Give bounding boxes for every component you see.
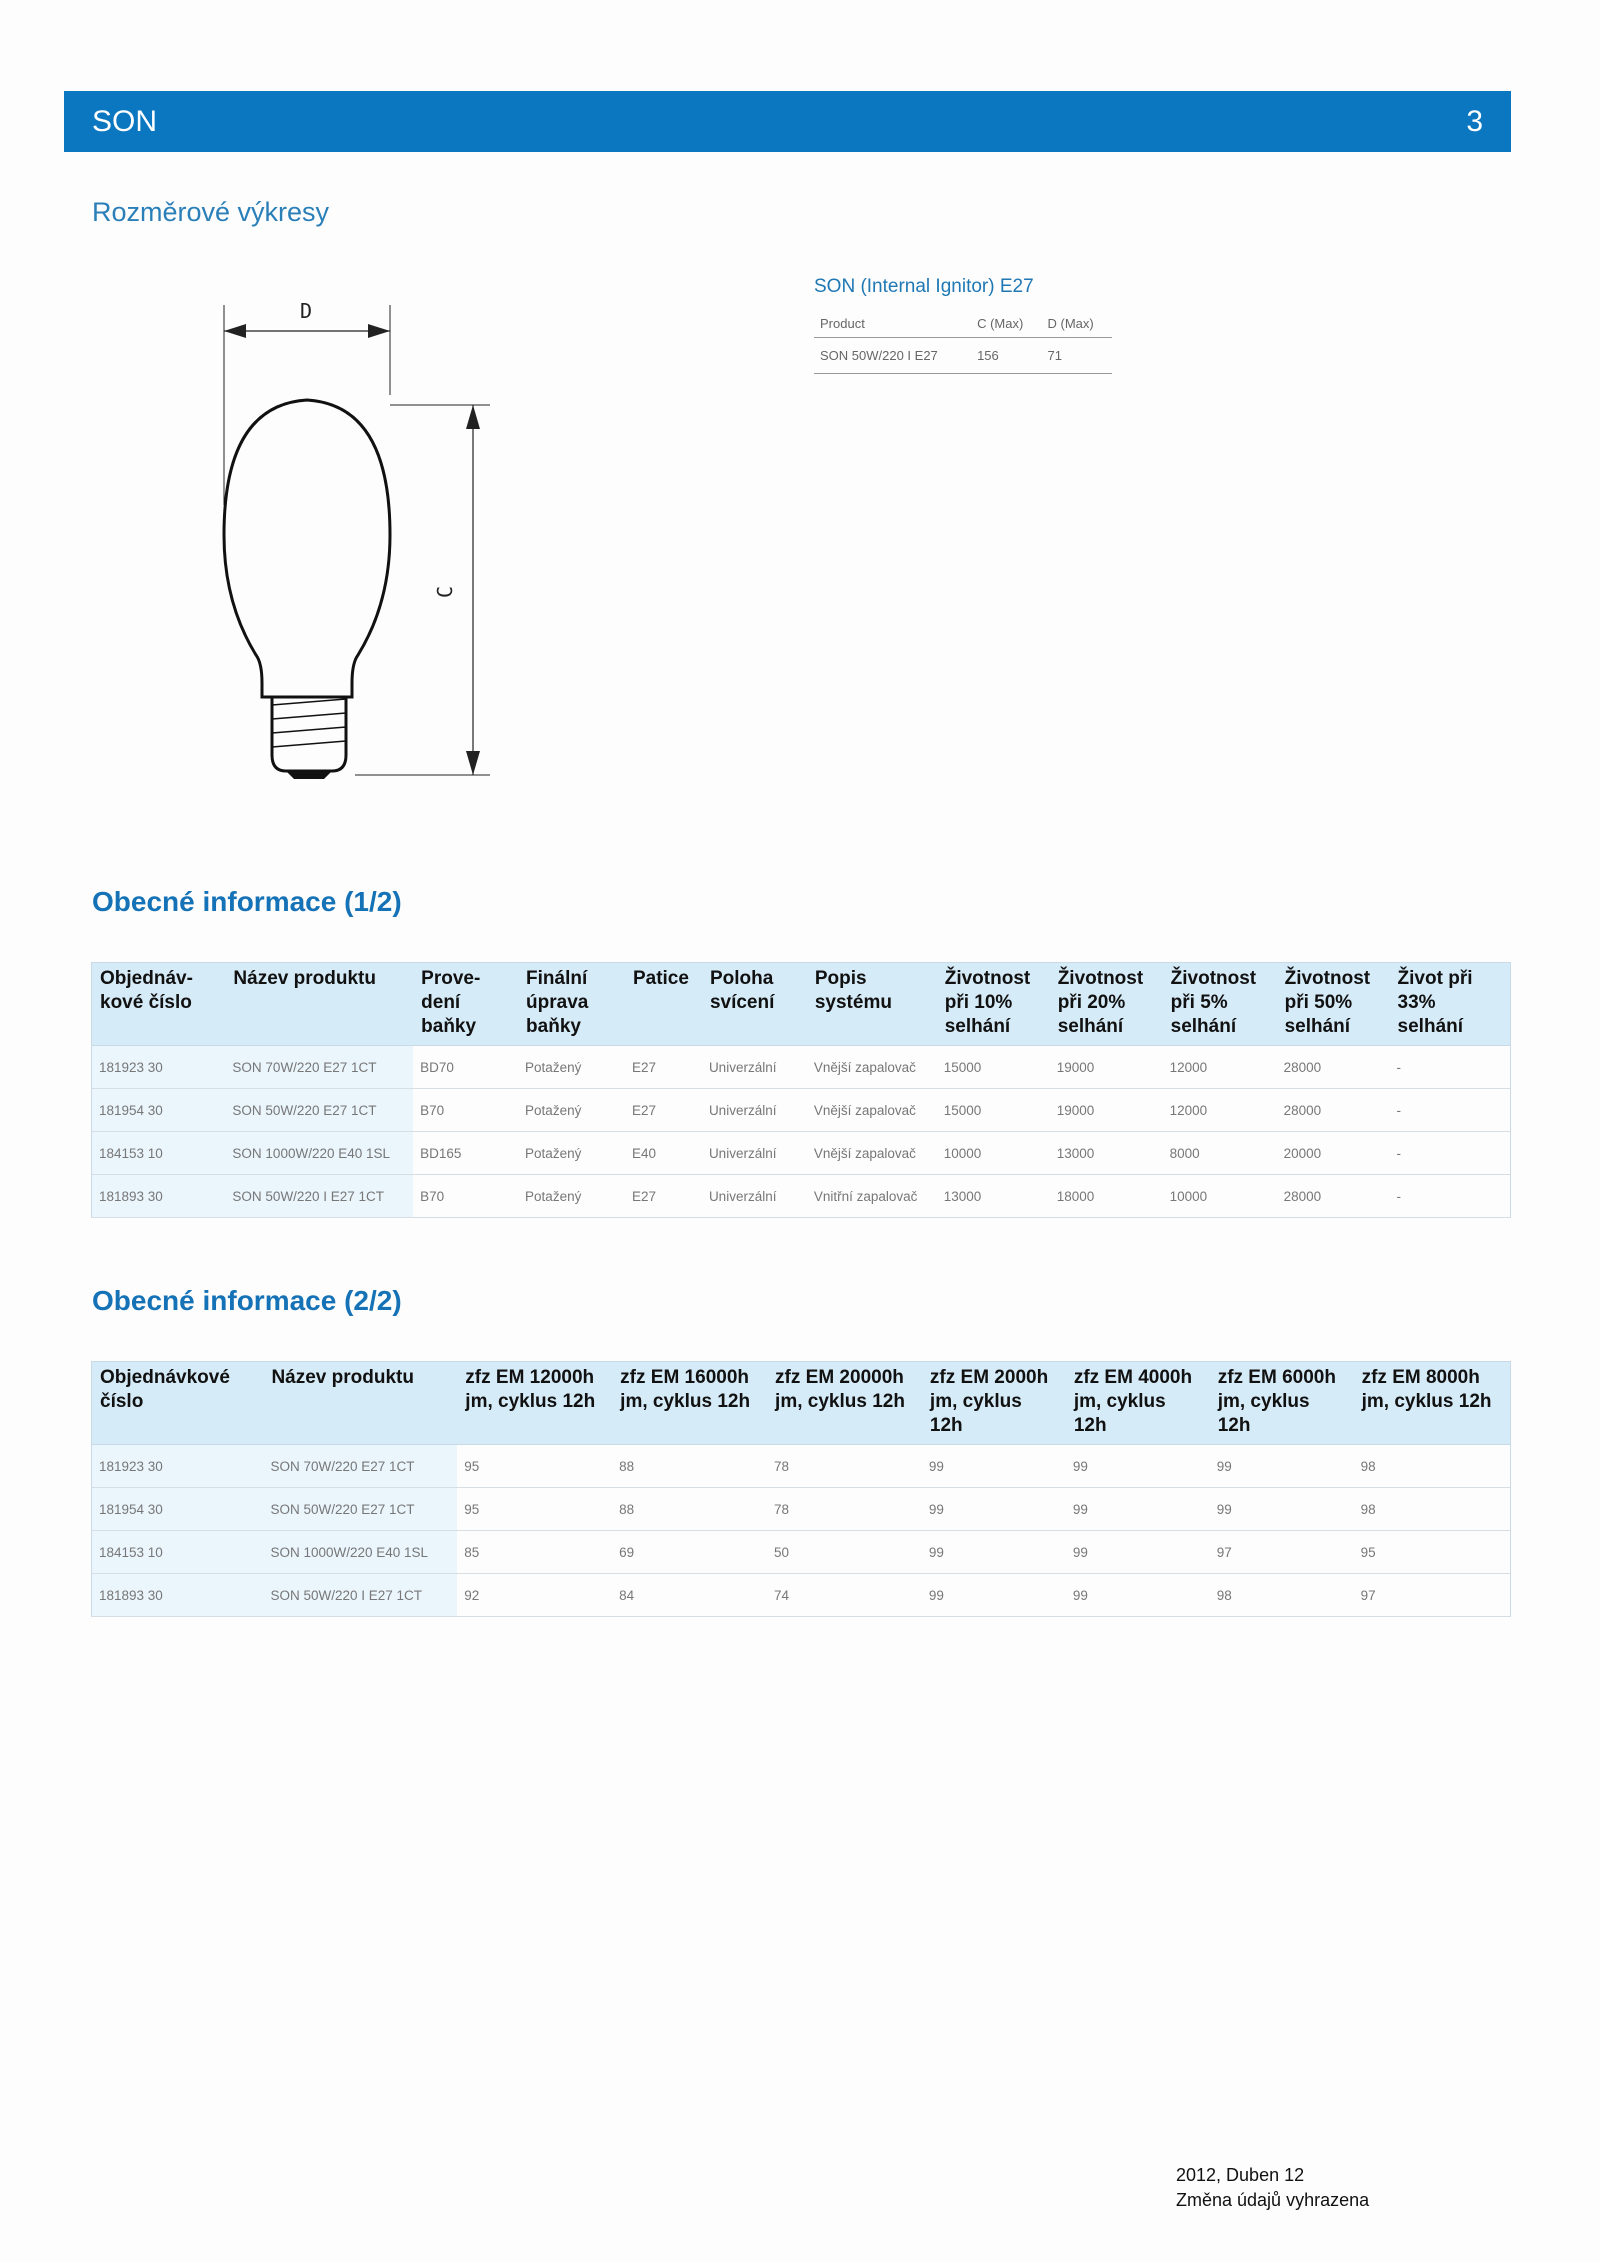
table-cell: 10000	[1163, 1175, 1277, 1218]
table-cell: BD70	[413, 1046, 518, 1089]
table-cell: 95	[457, 1488, 612, 1531]
table-cell: 18000	[1050, 1175, 1163, 1218]
table-cell: 184153 10	[92, 1132, 226, 1175]
dimension-col-d: D (Max)	[1042, 308, 1112, 338]
table-cell: BD165	[413, 1132, 518, 1175]
column-header: zfz EM 12000h jm, cyklus 12h	[457, 1362, 612, 1445]
footer-date: 2012, Duben 12	[1176, 2165, 1305, 2185]
column-header: zfz EM 8000h jm, cyklus 12h	[1354, 1362, 1511, 1445]
table-cell: 10000	[937, 1132, 1050, 1175]
column-header: Prove-dení baňky	[413, 963, 518, 1046]
table-cell: 78	[767, 1488, 922, 1531]
table-cell: Potažený	[518, 1175, 625, 1218]
table-cell: 98	[1210, 1574, 1354, 1617]
page-header-title: SON	[92, 104, 158, 138]
footer-note: Změna údajů vyhrazena	[1176, 2190, 1370, 2210]
table-cell: 181923 30	[92, 1445, 264, 1488]
column-header: Život při 33% selhání	[1390, 963, 1511, 1046]
table-cell: Univerzální	[702, 1089, 807, 1132]
table-cell: E27	[625, 1175, 702, 1218]
table-cell: 99	[1066, 1445, 1210, 1488]
dimension-table	[814, 308, 1112, 374]
table-cell: 181954 30	[92, 1089, 226, 1132]
table-cell: 95	[1354, 1531, 1511, 1574]
column-header: Poloha svícení	[702, 963, 807, 1046]
column-header: zfz EM 20000h jm, cyklus 12h	[767, 1362, 922, 1445]
table-cell: SON 50W/220 I E27	[814, 338, 971, 374]
dimension-table-block	[814, 276, 1114, 374]
table-cell: 99	[922, 1488, 1066, 1531]
table-row	[92, 1175, 1511, 1218]
drawings-section-title: Rozměrové výkresy	[92, 197, 330, 227]
table-cell: 28000	[1277, 1046, 1390, 1089]
table-cell: 20000	[1277, 1132, 1390, 1175]
column-header: zfz EM 2000h jm, cyklus 12h	[922, 1362, 1066, 1445]
table-cell: 97	[1354, 1574, 1511, 1617]
table-row	[92, 1132, 1511, 1175]
column-header: zfz EM 16000h jm, cyklus 12h	[612, 1362, 767, 1445]
column-header: Název produktu	[263, 1362, 457, 1445]
lamp-dimension-drawing	[190, 285, 510, 805]
table-cell: SON 50W/220 I E27 1CT	[225, 1175, 413, 1218]
table-cell: SON 1000W/220 E40 1SL	[225, 1132, 413, 1175]
column-header: Objednáv-kové číslo	[92, 963, 226, 1046]
column-header: Popis systému	[807, 963, 937, 1046]
table-cell: 13000	[1050, 1132, 1163, 1175]
table-cell: E40	[625, 1132, 702, 1175]
table-cell: 19000	[1050, 1089, 1163, 1132]
table-cell: B70	[413, 1089, 518, 1132]
table-cell: 181893 30	[92, 1175, 226, 1218]
table-cell: 98	[1354, 1445, 1511, 1488]
table-row	[92, 1488, 1511, 1531]
table-cell: 99	[1210, 1445, 1354, 1488]
column-header: Název produktu	[225, 963, 413, 1046]
table-cell: E27	[625, 1089, 702, 1132]
table-cell: 99	[922, 1574, 1066, 1617]
table-cell: SON 50W/220 E27 1CT	[225, 1089, 413, 1132]
table-cell: Vnitřní zapalovač	[807, 1175, 937, 1218]
column-header: Životnost při 50% selhání	[1277, 963, 1390, 1046]
general-info-1-table	[91, 962, 1511, 1218]
table-row	[92, 1046, 1511, 1089]
table-cell: 184153 10	[92, 1531, 264, 1574]
column-header: Finální úprava baňky	[518, 963, 625, 1046]
dimension-col-product: Product	[814, 308, 971, 338]
table-cell: 95	[457, 1445, 612, 1488]
table-cell: Univerzální	[702, 1046, 807, 1089]
general-info-1-title: Obecné informace (1/2)	[92, 886, 402, 917]
table-row	[92, 1445, 1511, 1488]
table-cell: Univerzální	[702, 1132, 807, 1175]
table-cell: 28000	[1277, 1089, 1390, 1132]
table-cell: Univerzální	[702, 1175, 807, 1218]
page-number: 3	[1466, 104, 1483, 138]
table-cell: 98	[1354, 1488, 1511, 1531]
general-info-2-title: Obecné informace (2/2)	[92, 1285, 402, 1316]
page-header-bar	[64, 91, 1511, 152]
table-cell: 92	[457, 1574, 612, 1617]
table-cell: 12000	[1163, 1046, 1277, 1089]
table-cell: Vnější zapalovač	[807, 1089, 937, 1132]
table-cell: 97	[1210, 1531, 1354, 1574]
table-cell: SON 50W/220 E27 1CT	[263, 1488, 457, 1531]
column-header: zfz EM 4000h jm, cyklus 12h	[1066, 1362, 1210, 1445]
table-cell: -	[1390, 1046, 1511, 1089]
dimension-label-c: C	[433, 585, 457, 599]
table-cell: 181923 30	[92, 1046, 226, 1089]
table-cell: 69	[612, 1531, 767, 1574]
table-cell: 13000	[937, 1175, 1050, 1218]
column-header: Patice	[625, 963, 702, 1046]
table-cell: 181954 30	[92, 1488, 264, 1531]
table-cell: Vnější zapalovač	[807, 1046, 937, 1089]
table-cell: 181893 30	[92, 1574, 264, 1617]
column-header: zfz EM 6000h jm, cyklus 12h	[1210, 1362, 1354, 1445]
table-cell: 15000	[937, 1089, 1050, 1132]
table-row	[92, 1089, 1511, 1132]
table-cell: -	[1390, 1089, 1511, 1132]
table-cell: Potažený	[518, 1132, 625, 1175]
column-header: Objednávkové číslo	[92, 1362, 264, 1445]
table-cell: 99	[1066, 1574, 1210, 1617]
table-cell: 84	[612, 1574, 767, 1617]
dimension-table-title: SON (Internal Ignitor) E27	[814, 276, 1034, 297]
table-cell: Potažený	[518, 1089, 625, 1132]
table-cell: SON 70W/220 E27 1CT	[225, 1046, 413, 1089]
table-cell: SON 1000W/220 E40 1SL	[263, 1531, 457, 1574]
column-header: Životnost při 10% selhání	[937, 963, 1050, 1046]
table-cell: 99	[1066, 1531, 1210, 1574]
table-row	[92, 1574, 1511, 1617]
table-cell: 99	[1210, 1488, 1354, 1531]
table-cell: E27	[625, 1046, 702, 1089]
table-cell: 74	[767, 1574, 922, 1617]
general-info-2-table	[91, 1361, 1511, 1617]
table-cell: 28000	[1277, 1175, 1390, 1218]
table-cell: 88	[612, 1488, 767, 1531]
table-cell: B70	[413, 1175, 518, 1218]
table-cell: 99	[1066, 1488, 1210, 1531]
table-row	[92, 1531, 1511, 1574]
table-cell: Potažený	[518, 1046, 625, 1089]
table-cell: Vnější zapalovač	[807, 1132, 937, 1175]
table-cell: SON 50W/220 I E27 1CT	[263, 1574, 457, 1617]
table-cell: 99	[922, 1531, 1066, 1574]
column-header: Životnost při 20% selhání	[1050, 963, 1163, 1046]
table-row	[814, 338, 1112, 374]
table-cell: 50	[767, 1531, 922, 1574]
table-cell: -	[1390, 1132, 1511, 1175]
column-header: Životnost při 5% selhání	[1163, 963, 1277, 1046]
table-cell: 99	[922, 1445, 1066, 1488]
table-cell: 71	[1042, 338, 1112, 374]
table-cell: 78	[767, 1445, 922, 1488]
table-cell: 19000	[1050, 1046, 1163, 1089]
table-cell: 15000	[937, 1046, 1050, 1089]
table-cell: 8000	[1163, 1132, 1277, 1175]
table-cell: 156	[971, 338, 1041, 374]
table-cell: -	[1390, 1175, 1511, 1218]
page-footer	[1176, 2163, 1369, 2213]
table-cell: 12000	[1163, 1089, 1277, 1132]
table-cell: SON 70W/220 E27 1CT	[263, 1445, 457, 1488]
dimension-col-c: C (Max)	[971, 308, 1041, 338]
table-cell: 85	[457, 1531, 612, 1574]
dimension-label-d: D	[299, 299, 313, 323]
table-cell: 88	[612, 1445, 767, 1488]
